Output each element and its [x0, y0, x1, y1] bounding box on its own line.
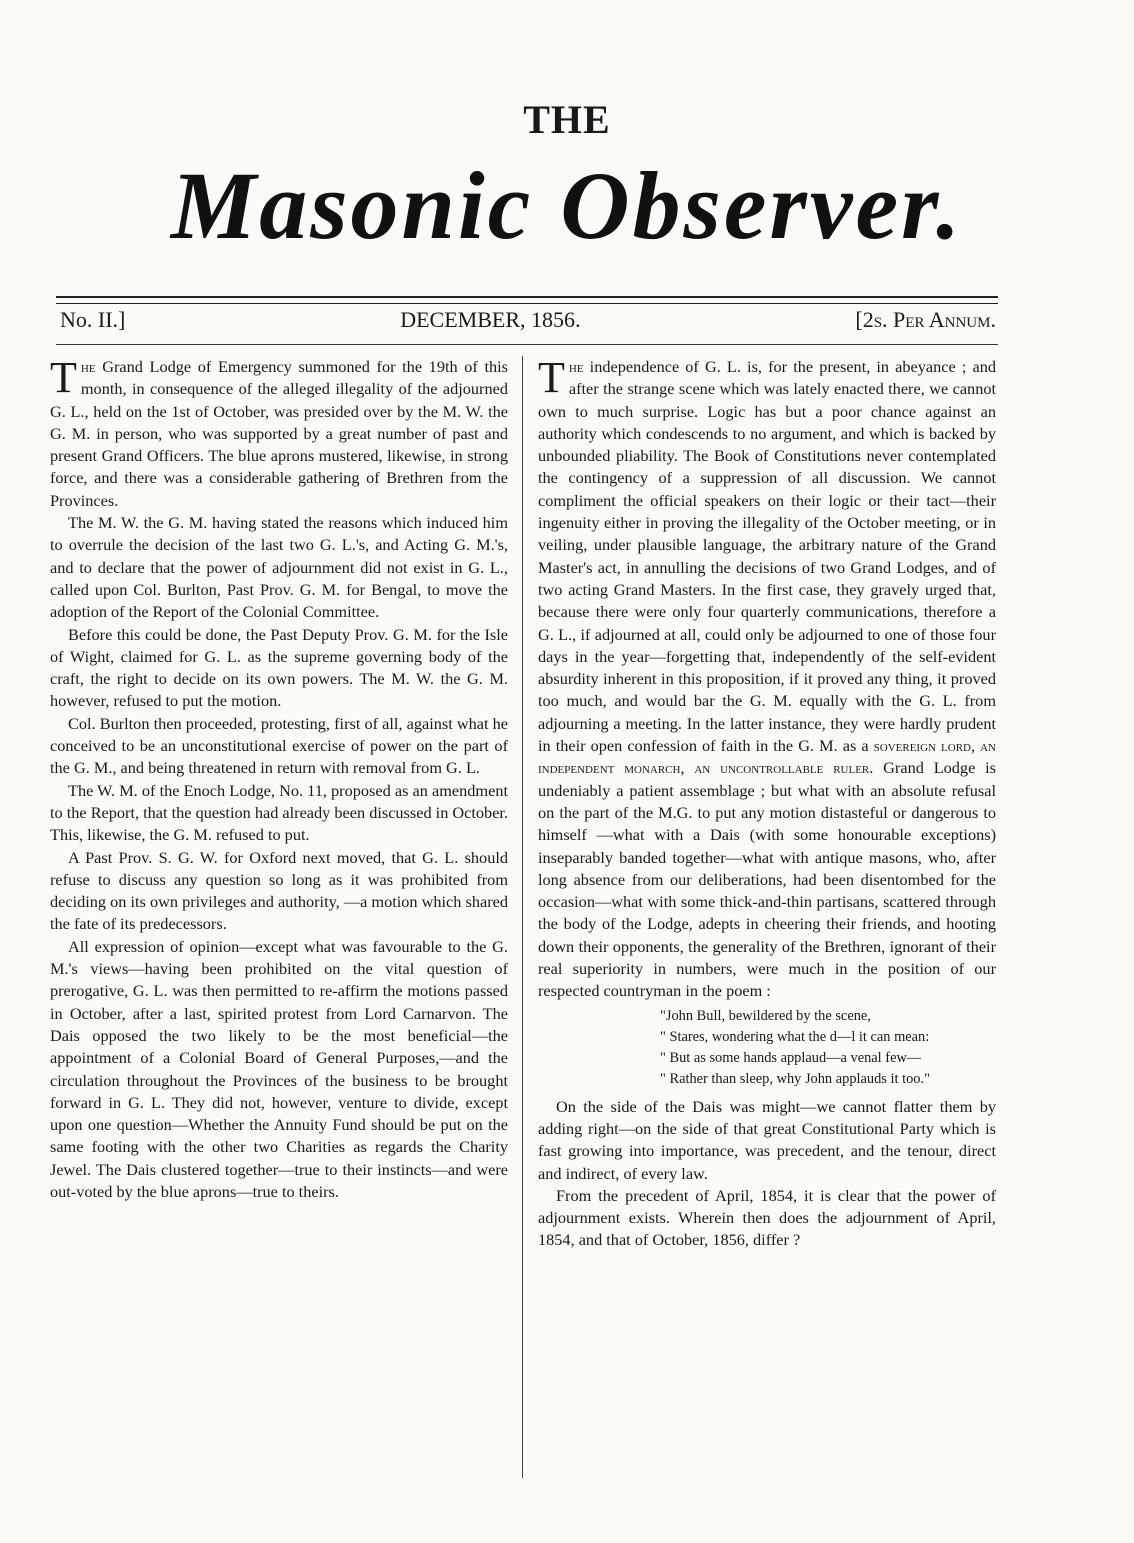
paragraph-text: Grand Lodge of Emergency summoned for the 19th of this month, in consequence of the alleged illegality of the adjourned G. L., held on the 1st of October, was presided over by the M. W. the G. M. in person, who was supported by a great number of past and present Grand Officers. The blue aprons mustered, likewise, in strong force, and there was a considerable gathering of Brethren from the Provinces. — [50, 357, 508, 510]
paragraph: All expression of opinion—except what was favourable to the G. M.'s views—having been prohibited on the vital question of prerogative, G. L. was then permitted to re-affirm the motions passed in October, after a last, spirited protest from Lord Carnarvon. The Dais opposed the two likely to be the most beneficial—the appointment of a Colonial Board of General Purposes,—and the circulation throughout the Provinces of the business to be brought forward in G. L. They did not, however, venture to divide, except upon one question—Whether the Annuity Fund should be put on the same footing with the other two Charities as regards the Charity Jewel. The Dais clustered together—true to their instincts—and were out-voted by the blue aprons—true to theirs. — [50, 936, 508, 1201]
verse-line: " But as some hands applaud—a venal few— — [660, 1049, 922, 1066]
dateline — [60, 307, 996, 333]
quoted-verse — [660, 1006, 996, 1090]
small-caps-phrase: sovereign lord, an independent monarch, an uncontrollable ruler. — [538, 736, 996, 778]
paragraph: The M. W. the G. M. having stated the reasons which induced him to overrule the decision of the last two G. L.'s, and Acting G. M.'s, and to declare that the power of adjournment did not exist in G. L., called upon Col. Burlton, Past Prov. G. M. for Bengal, to move the adoption of the Report of the Colonial Committee. — [50, 513, 508, 622]
paragraph-text: independence of G. L. is, for the present, in abeyance ; and after the strange scene which was lately enacted there, we cannot own to much surprise. Logic has but a poor chance against an authority which condescends to no argument, and which is backed by unbounded pliability. The Book of Constitutions never contemplated the contingency of a suppression of all discussion. We cannot compliment the official speakers on their logic or their tact—their ingenuity either in proving the illegality of the October meeting, or in veiling, under plausible language, the arbitrary nature of the Grand Master's act, in annulling the decisions of two Grand Lodges, and of two acting Grand Masters. In the first case, they gravely urged that, because there were only four quarterly communications, therefore a G. L., if adjourned at all, could only be adjourned to one of those four days in the year—forgetting that, independently of the self-evident absurdity inherent in this proposition, if it proved any thing, it proved too much, and would bar the G. M. equally with the G. L. from adjourning a meeting. In the latter instance, they were hardly prudent in their open confession of faith in the G. M. as a — [538, 357, 996, 756]
subscription-price: [2s. Per Annum. — [855, 307, 996, 332]
dateline-rule — [56, 344, 998, 345]
paragraph — [538, 353, 996, 1003]
left-column — [50, 353, 509, 1203]
lead-word: he — [568, 357, 584, 376]
paragraph: From the precedent of April, 1854, it is clear that the power of adjournment exists. Wherein then does the adjournment of April, 1854, and that of October, 1856, differ ? — [538, 1185, 996, 1250]
issue-number: No. II.] — [60, 307, 126, 332]
paragraph: Before this could be done, the Past Deputy Prov. G. M. for the Isle of Wight, claimed for G. L. as the supreme governing body of the craft, the right to decide on its own powers. The M. W. the G. M. however, refused to put the motion. — [50, 624, 508, 711]
paragraph: A Past Prov. S. G. W. for Oxford next moved, that G. L. should refuse to discuss any question so long as it was prohibited from deciding on its own privileges and authority, —a motion which shared the fate of its predecessors. — [50, 847, 508, 934]
issue-date: DECEMBER, 1856. — [400, 307, 581, 332]
drop-cap: T — [538, 353, 565, 402]
masthead-double-rule — [56, 296, 998, 304]
masthead-title: Masonic Observer. — [170, 152, 964, 259]
paragraph: The W. M. of the Enoch Lodge, No. 11, proposed as an amendment to the Report, that the question had already been discussed in October. This, likewise, the G. M. refused to put. — [50, 780, 509, 845]
lead-word: he — [80, 357, 96, 376]
verse-line: " Rather than sleep, why John applauds it too." — [660, 1070, 930, 1087]
verse-line: "John Bull, bewildered by the scene, — [660, 1007, 871, 1024]
paragraph-text: Grand Lodge is undeniably a patient assemblage ; but what with an absolute refusal on the part of the M.G. to put any motion distasteful or dangerous to himself —what with a Dais (with some honourable exceptions) inseparably banded together—what with antique masons, who, after long absence from our deliberations, had been disentombed for the occasion—what with some thick-and-thin partisans, scattered through the body of the Lodge, adepts in cheering their friends, and hooting down their opponents, the generality of the Brethren, ignorant of their real superiority in numbers, were much in the position of our respected countryman in the poem : — [538, 758, 996, 1001]
drop-cap: T — [50, 353, 77, 402]
verse-line: " Stares, wondering what the d—l it can mean: — [660, 1028, 930, 1045]
column-divider — [522, 356, 523, 1478]
masthead-kicker: THE — [523, 97, 611, 142]
paragraph — [50, 353, 508, 512]
paragraph: Col. Burlton then proceeded, protesting, first of all, against what he conceived to be an unconstitutional exercise of power on the part of the G. M., and being threatened in return with removal from G. L. — [50, 713, 508, 778]
paragraph: On the side of the Dais was might—we cannot flatter them by adding right—on the side of that great Constitutional Party which is fast growing into importance, was precedent, and the tenour, direct and indirect, of every law. — [538, 1096, 996, 1183]
right-column — [538, 353, 996, 1252]
